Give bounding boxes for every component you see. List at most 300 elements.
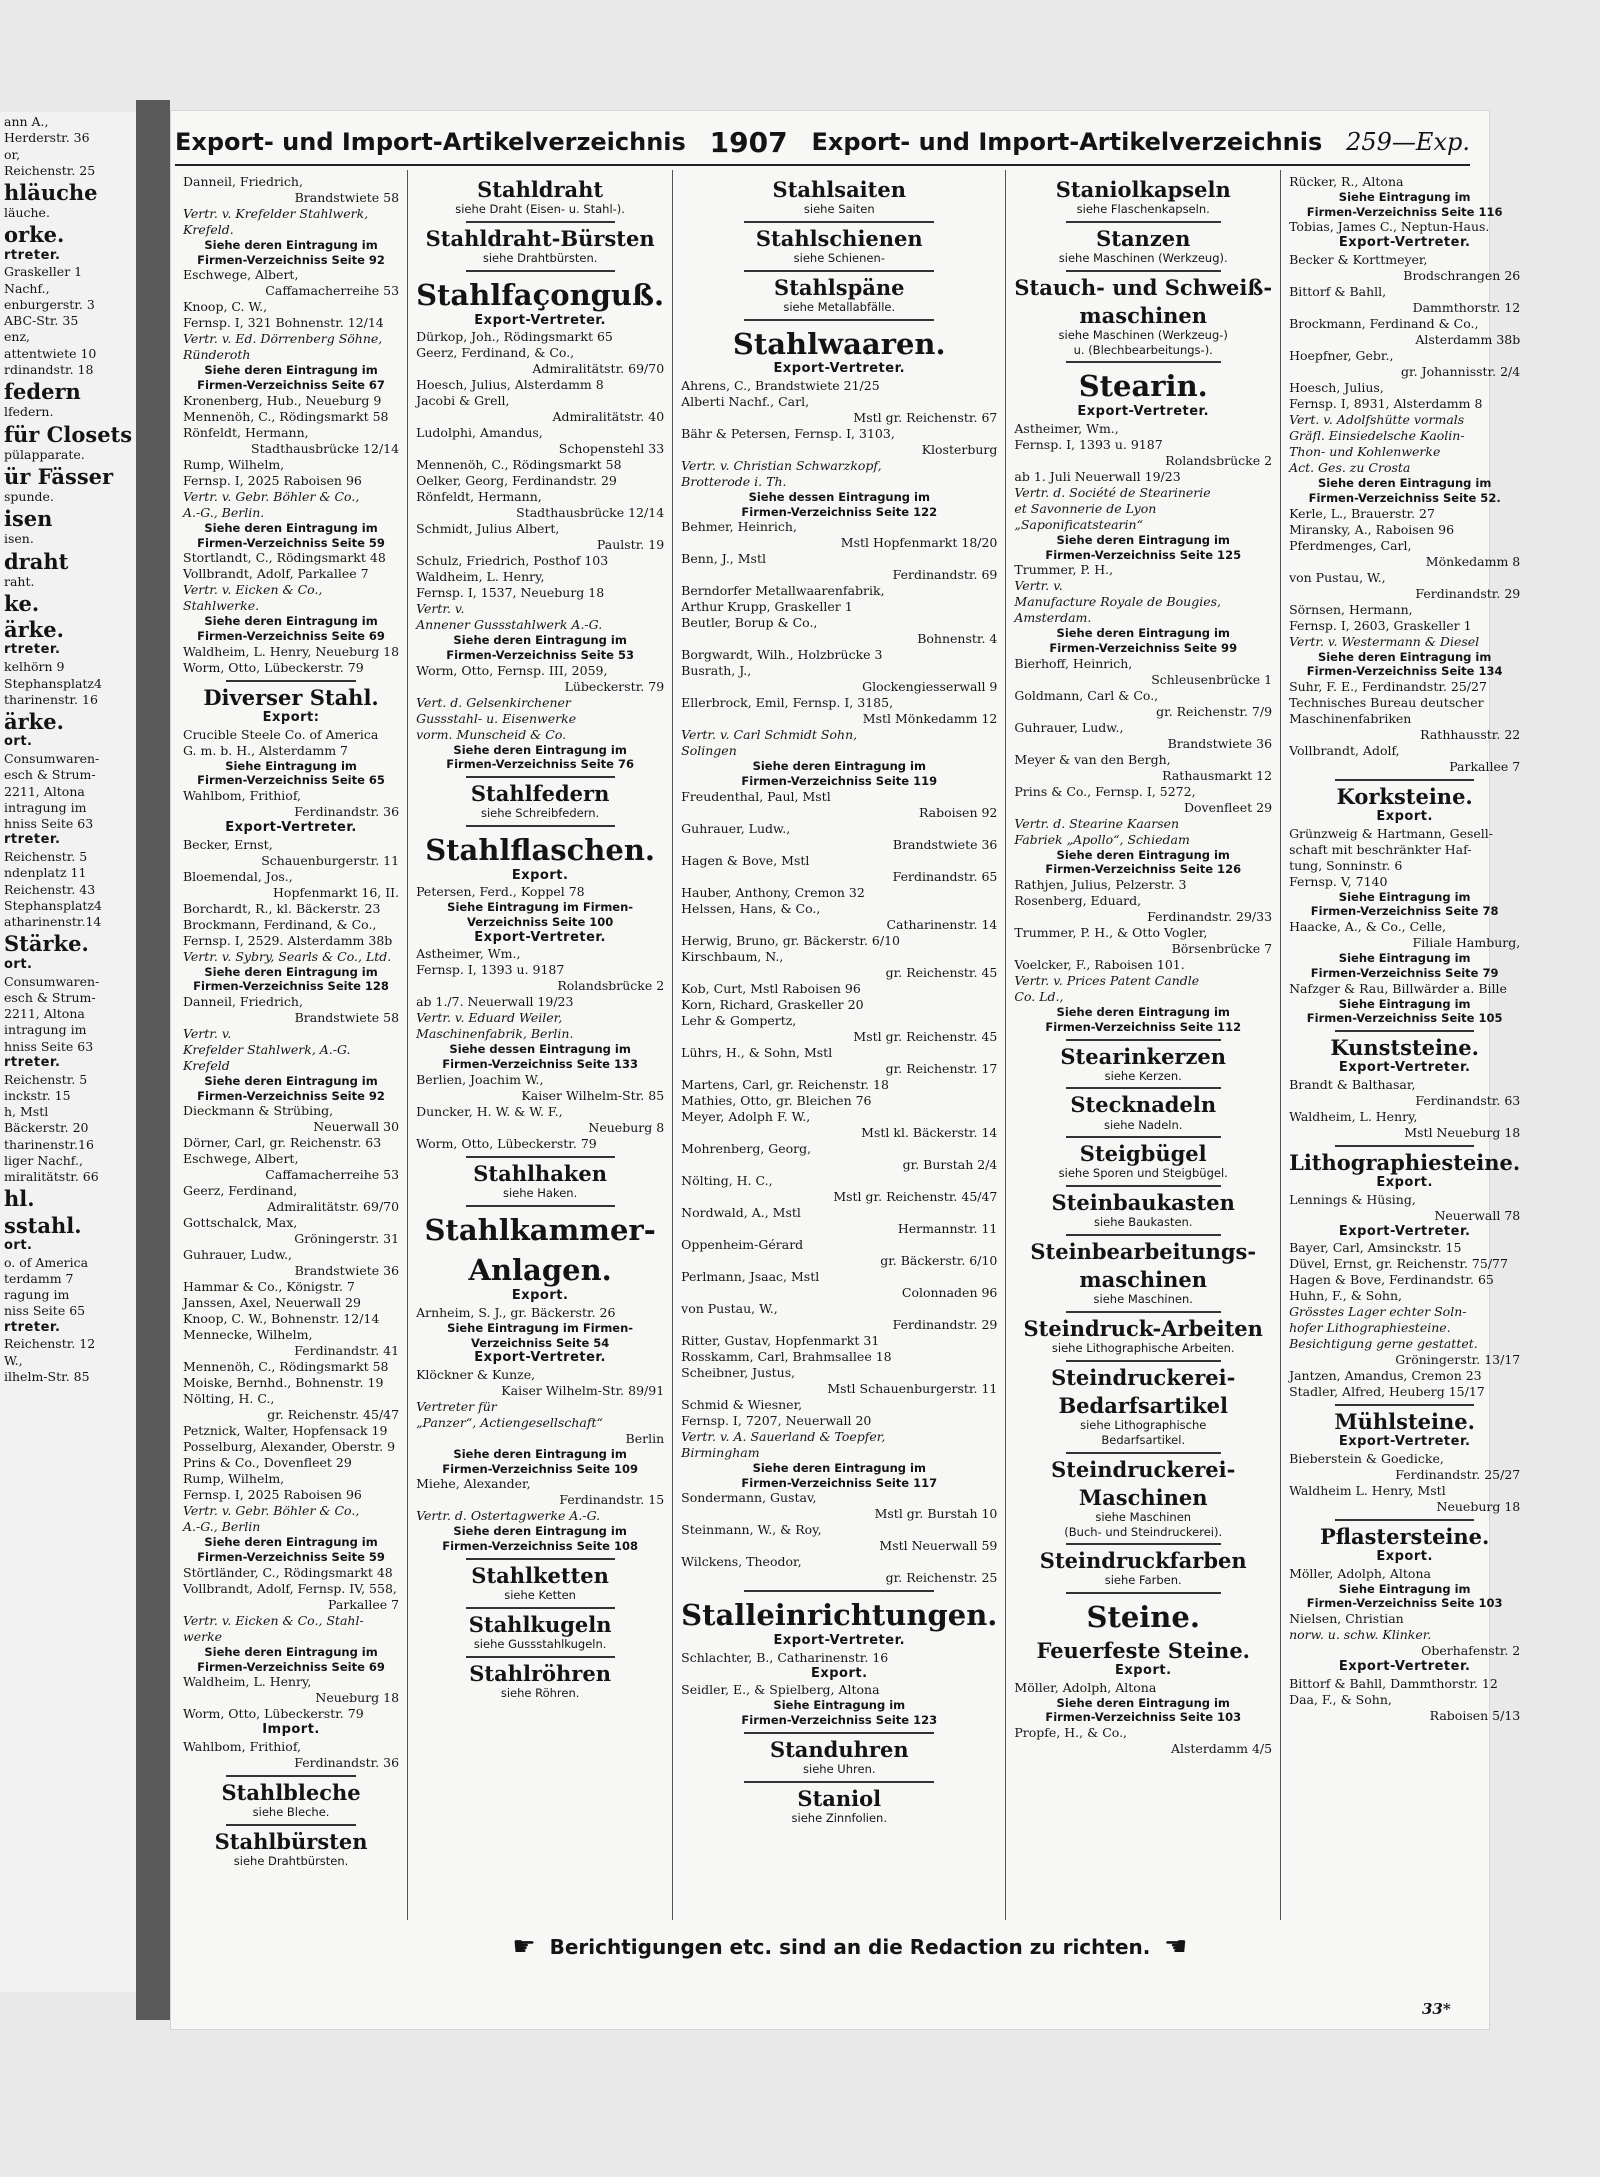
entry-reference: Firmen-Verzeichniss Seite 67 — [197, 378, 385, 393]
section-label: rtreter. — [4, 1319, 61, 1335]
entry-line: Ritter, Gustav, Hopfenmarkt 31 — [681, 1332, 880, 1348]
entry-line: Grünzweig & Hartmann, Gesell- — [1289, 825, 1493, 841]
category-heading: ärke. — [4, 617, 64, 643]
entry-line: Ellerbrock, Emil, Fernsp. I, 3185, — [681, 695, 894, 711]
category-heading: Stearin. — [1078, 369, 1208, 404]
entry-line: Trummer, P. H., — [1014, 562, 1114, 578]
entry-address: gr. Reichenstr. 17 — [885, 1060, 998, 1076]
entry-line: Bäckerstr. 20 — [4, 1120, 89, 1136]
entry-agency-note: Vertr. v. Gebr. Böhler & Co., — [183, 488, 360, 504]
section-label: Export-Vertreter. — [1338, 1223, 1471, 1239]
entry-reference: Siehe deren Eintragung im — [1056, 847, 1230, 862]
entry-line: ndenplatz 11 — [4, 865, 87, 881]
column-1 — [175, 170, 407, 1920]
entry-agency-note: Brotterode i. Th. — [681, 474, 787, 489]
pointing-hand-icon: ☛ — [512, 1932, 536, 1962]
entry-line: Beutler, Borup & Co., — [681, 615, 818, 631]
entry-agency-note: Vertr. v. — [183, 1026, 232, 1042]
entry-line: Fernsp. I, 2025 Raboisen 96 — [183, 472, 362, 488]
entry-line: Mathies, Otto, gr. Bleichen 76 — [681, 1092, 872, 1108]
entry-line: Moiske, Bernhd., Bohnenstr. 19 — [183, 1375, 384, 1391]
entry-agency-note: Vertr. v. Eicken & Co., — [183, 582, 323, 598]
cross-reference: siehe Draht (Eisen- u. Stahl-). — [455, 202, 625, 217]
entry-agency-note: hofer Lithographiesteine. — [1289, 1320, 1451, 1336]
entry-reference: Siehe deren Eintragung im — [204, 964, 378, 979]
category-heading: Steinbearbeitungs- — [1030, 1239, 1257, 1265]
category-heading: Steindruckerei- — [1051, 1456, 1236, 1482]
cross-reference: siehe Lithographische — [1080, 1418, 1207, 1433]
header-right-title: Export- und Import-Artikelverzeichnis — [811, 128, 1323, 156]
entry-line: Worm, Otto, Fernsp. III, 2059, — [416, 662, 608, 678]
entry-line: Borgwardt, Wilh., Holzbrücke 3 — [681, 647, 883, 663]
entry-line: Lennings & Hüsing, — [1289, 1191, 1416, 1207]
entry-address: Rathausmarkt 12 — [1162, 767, 1273, 783]
entry-reference: Siehe deren Eintragung im — [453, 633, 627, 648]
entry-line: Fernsp. I, 321 Bohnenstr. 12/14 — [183, 315, 384, 331]
category-heading: Steinbaukasten — [1051, 1190, 1235, 1216]
entry-address: gr. Bäckerstr. 6/10 — [880, 1252, 998, 1268]
entry-line: Behmer, Heinrich, — [681, 519, 797, 535]
entry-line: Rönfeldt, Hermann, — [416, 489, 542, 505]
entry-line: Dieckmann & Strübing, — [183, 1103, 334, 1119]
entry-reference: Siehe deren Eintragung im — [453, 1446, 627, 1461]
entry-reference: Firmen-Verzeichniss Seite 78 — [1310, 904, 1499, 919]
divider — [1066, 1234, 1221, 1236]
entry-line: Stephansplatz4 — [4, 675, 102, 691]
entry-line: Vollbrandt, Adolf, Fernsp. IV, 558, — [183, 1580, 397, 1596]
entry-reference: Firmen-Verzeichniss Seite 52. — [1308, 490, 1501, 505]
entry-line: inckstr. 15 — [4, 1087, 71, 1103]
cross-reference: siehe Gussstahlkugeln. — [473, 1636, 607, 1651]
entry-reference: Firmen-Verzeichniss Seite 122 — [741, 504, 938, 519]
entry-reference: Siehe Eintragung im Firmen- — [447, 900, 634, 915]
entry-address: Rolandsbrücke 2 — [1165, 452, 1273, 468]
entry-reference: Firmen-Verzeichniss Seite 125 — [1045, 547, 1242, 562]
entry-line: Hauber, Anthony, Cremon 32 — [681, 884, 865, 900]
entry-line: Schmidt, Julius Albert, — [416, 521, 560, 537]
entry-address: Schauenburgerstr. 11 — [261, 852, 400, 868]
entry-reference: Firmen-Verzeichniss Seite 128 — [193, 979, 389, 994]
section-label: Export-Vertreter. — [773, 361, 906, 377]
entry-line: tung, Sonninstr. 6 — [1289, 857, 1403, 873]
cross-reference: siehe Haken. — [502, 1185, 578, 1200]
entry-line: von Pustau, W., — [681, 1300, 778, 1316]
divider — [226, 1824, 356, 1826]
entry-line: Martens, Carl, gr. Reichenstr. 18 — [681, 1076, 889, 1092]
entry-line: Wahlbom, Frithiof, — [183, 787, 301, 803]
entry-reference: Siehe deren Eintragung im — [752, 759, 926, 774]
divider — [1066, 1360, 1221, 1362]
entry-line: Goldmann, Carl & Co., — [1014, 687, 1159, 703]
category-heading: Stecknadeln — [1070, 1092, 1217, 1118]
entry-line: Mennenöh, C., Rödingsmarkt 58 — [183, 408, 389, 424]
entry-line: Reichenstr. 25 — [4, 162, 96, 178]
category-heading: Stahlketten — [471, 1562, 609, 1588]
category-heading: Stahlfaçonguß. — [416, 277, 665, 312]
entry-address: gr. Reichenstr. 45/47 — [267, 1407, 400, 1423]
entry-line: Worm, Otto, Lübeckerstr. 79 — [183, 659, 364, 675]
column-4 — [1005, 170, 1280, 1920]
entry-line: Miransky, A., Raboisen 96 — [1289, 521, 1455, 537]
divider — [466, 1656, 615, 1658]
entry-agency-note: Vertr. v. Westermann & Diesel — [1289, 633, 1480, 649]
entry-line: Eschwege, Albert, — [183, 1151, 299, 1167]
entry-reference: Firmen-Verzeichniss Seite 92 — [197, 252, 385, 267]
entry-line: Hammar & Co., Königstr. 7 — [183, 1279, 355, 1295]
column-2 — [407, 170, 672, 1920]
entry-line: Klöckner & Kunze, — [416, 1366, 536, 1382]
entry-reference: Firmen-Verzeichniss Seite 92 — [197, 1088, 385, 1103]
entry-line: Seidler, E., & Spielberg, Altona — [681, 1682, 880, 1698]
entry-agency-note: Vertr. v. Sybry, Searls & Co., Ltd. — [183, 948, 392, 964]
category-heading: Lithographiesteine. — [1289, 1149, 1521, 1175]
divider — [1066, 1087, 1221, 1089]
entry-address: Ferdinandstr. 15 — [559, 1492, 665, 1508]
entry-reference: Siehe deren Eintragung im — [1056, 532, 1230, 547]
entry-address: gr. Reichenstr. 45 — [885, 964, 998, 980]
entry-line: Arthur Krupp, Graskeller 1 — [681, 599, 853, 615]
section-label: Export-Vertreter. — [225, 819, 357, 835]
entry-line: Lehr & Gompertz, — [681, 1012, 797, 1028]
entry-line: Bittorf & Bahll, — [1289, 284, 1387, 300]
entry-line: Prins & Co., Fernsp. I, 5272, — [1014, 783, 1196, 799]
entry-address: Admiralitätstr. 40 — [552, 409, 665, 425]
entry-line: pülapparate. — [4, 446, 85, 462]
entry-line: Rücker, R., Altona — [1289, 174, 1404, 189]
category-heading: Korksteine. — [1336, 783, 1473, 809]
entry-reference: Firmen-Verzeichniss Seite 103 — [1045, 1710, 1242, 1725]
cross-reference: siehe Maschinen. — [1093, 1292, 1193, 1307]
section-label: ort. — [4, 1237, 33, 1253]
entry-line: Prins & Co., Dovenfleet 29 — [183, 1455, 352, 1471]
entry-line: Waldheim, L. Henry, — [416, 569, 545, 585]
columns — [175, 170, 1521, 1920]
entry-line: Kob, Curt, Mstl Raboisen 96 — [681, 980, 861, 996]
entry-line: ABC-Str. 35 — [4, 313, 79, 329]
category-heading: ärke. — [4, 709, 64, 735]
entry-agency-note: Vertr. v. — [1014, 578, 1063, 594]
entry-agency-note: Vertr. d. Stearine Kaarsen — [1014, 815, 1180, 831]
entry-agency-note: Co. Ld., — [1014, 989, 1064, 1005]
page-number: 33* — [1422, 2000, 1451, 2018]
category-heading: Stahldraht — [477, 177, 604, 202]
entry-line: Steinmann, W., & Roy, — [681, 1522, 822, 1538]
entry-line: Möller, Adolph, Altona — [1289, 1565, 1431, 1581]
cross-reference: siehe Nadeln. — [1104, 1117, 1183, 1132]
divider — [1335, 1145, 1474, 1147]
entry-line: Rump, Wilhelm, — [183, 456, 285, 472]
entry-address: Mstl Neuerwall 59 — [879, 1538, 998, 1554]
entry-line: Jacobi & Grell, — [416, 393, 510, 409]
entry-line: miralitätstr. 66 — [4, 1169, 99, 1185]
entry-address: Admiralitätstr. 69/70 — [267, 1199, 400, 1215]
section-label: Export-Vertreter. — [773, 1633, 906, 1649]
entry-line: Worm, Otto, Lübeckerstr. 79 — [416, 1135, 597, 1151]
entry-reference: Siehe Eintragung im — [1338, 190, 1471, 204]
entry-line: Becker, Ernst, — [183, 836, 273, 852]
entry-address: Oberhafenstr. 2 — [1421, 1643, 1521, 1659]
cross-reference: siehe Röhren. — [500, 1685, 580, 1700]
section-label: rtreter. — [4, 1054, 61, 1070]
cross-reference: siehe Bleche. — [252, 1805, 330, 1820]
divider — [1066, 1311, 1221, 1313]
category-heading: Steine. — [1086, 1600, 1200, 1635]
entry-agency-note: Stahlwerke. — [183, 598, 260, 614]
entry-reference: Firmen-Verzeichniss Seite 69 — [197, 1659, 385, 1674]
entry-address: Alsterdamm 38b — [1415, 332, 1521, 348]
entry-address: gr. Reichenstr. 7/9 — [1156, 703, 1273, 719]
entry-address: Raboisen 92 — [918, 804, 998, 820]
divider — [1335, 1030, 1474, 1032]
entry-address: Neueburg 18 — [315, 1690, 400, 1706]
entry-line: Sörnsen, Hermann, — [1289, 601, 1413, 617]
category-heading: Pflastersteine. — [1319, 1523, 1490, 1549]
entry-reference: Firmen-Verzeichniss Seite 112 — [1045, 1019, 1242, 1034]
entry-agency-note: Act. Ges. zu Crosta — [1289, 460, 1411, 476]
entry-line: Fernsp. I, 7207, Neuerwall 20 — [681, 1412, 872, 1428]
entry-line: tharinenstr. 16 — [4, 691, 98, 707]
entry-line: Graskeller 1 — [4, 264, 83, 280]
entry-agency-note: Manufacture Royale de Bougies, — [1014, 594, 1221, 610]
entry-reference: Firmen-Verzeichniss Seite 59 — [197, 1550, 385, 1565]
entry-line: esch & Strum- — [4, 989, 96, 1005]
entry-line: Nölting, H. C., — [681, 1172, 773, 1188]
section-label: ort. — [4, 956, 33, 972]
entry-reference: Siehe deren Eintragung im — [1317, 476, 1492, 491]
section-label: Export. — [511, 1288, 569, 1304]
pointing-hand-icon: ☛ — [1164, 1932, 1188, 1962]
entry-line: o. of America — [4, 1254, 89, 1270]
entry-line: Bittorf & Bahll, Dammthorstr. 12 — [1289, 1675, 1498, 1691]
entry-address: Brandstwiete 36 — [294, 1263, 400, 1279]
category-heading: Stauch- und Schweiß- — [1014, 274, 1273, 300]
entry-line: Waldheim, L. Henry, Neueburg 18 — [183, 643, 400, 659]
entry-reference: Siehe deren Eintragung im — [204, 1535, 378, 1550]
entry-agency-note: norw. u. schw. Klinker. — [1289, 1627, 1432, 1643]
entry-address: Ferdinandstr. 29 — [1415, 585, 1521, 601]
entry-line: Hagen & Bove, Ferdinandstr. 65 — [1289, 1272, 1494, 1288]
entry-line: Worm, Otto, Lübeckerstr. 79 — [183, 1706, 364, 1722]
entry-line: Knoop, C. W., — [183, 299, 268, 315]
entry-line: enz, — [4, 329, 31, 345]
entry-agency-note: Vertr. v. Gebr. Böhler & Co., — [183, 1503, 360, 1519]
entry-agency-note: Vert. d. Gelsenkirchener — [416, 694, 571, 710]
entry-line: Danneil, Friedrich, — [183, 994, 303, 1010]
entry-line: Fernsp. I, 2603, Graskeller 1 — [1289, 617, 1472, 633]
divider — [1066, 1185, 1221, 1187]
divider — [466, 221, 615, 223]
entry-line: Nölting, H. C., — [183, 1391, 275, 1407]
entry-line: Miehe, Alexander, — [416, 1476, 531, 1492]
divider — [466, 825, 615, 827]
entry-reference: Firmen-Verzeichniss Seite 116 — [1306, 204, 1503, 219]
entry-address: Mstl Schauenburgerstr. 11 — [827, 1380, 998, 1396]
section-label: Export. — [1376, 1174, 1433, 1190]
category-heading: Stahldraht-Bürsten — [425, 225, 655, 251]
entry-line: Nafzger & Rau, Billwärder a. Bille — [1289, 980, 1507, 996]
entry-agency-note: Birmingham — [681, 1444, 760, 1460]
entry-agency-note: Vertr. d. Ostertagwerke A.-G. — [416, 1508, 601, 1524]
entry-line: Crucible Steele Co. of America — [183, 726, 379, 742]
entry-reference: Siehe deren Eintragung im — [453, 1524, 627, 1539]
entry-address: Ferdinandstr. 29/33 — [1147, 909, 1273, 925]
entry-agency-note: Krefeld. — [183, 222, 234, 237]
entry-agency-note: Vert. v. Adolfshütte vormals — [1289, 412, 1465, 428]
entry-line: Propfe, H., & Co., — [1014, 1725, 1128, 1741]
entry-reference: Siehe Eintragung im — [773, 1698, 906, 1713]
entry-address: Mönkedamm 8 — [1425, 553, 1521, 569]
category-heading: Bedarfsartikel — [1058, 1393, 1228, 1419]
entry-line: Brockmann, Ferdinand & Co., — [1289, 316, 1479, 332]
footer-text: Berichtigungen etc. sind an die Redaction zu richten. — [549, 1935, 1151, 1959]
cross-reference: siehe Baukasten. — [1093, 1215, 1193, 1230]
entry-line: Hoesch, Julius, — [1289, 380, 1384, 396]
category-heading: Stahlbleche — [221, 1779, 361, 1805]
entry-line: Störtländer, C., Rödingsmarkt 48 — [183, 1564, 393, 1580]
entry-address: Raboisen 5/13 — [1429, 1707, 1521, 1723]
entry-address: Brodschrangen 26 — [1403, 268, 1521, 284]
entry-address: Gröningerstr. 13/17 — [1395, 1352, 1521, 1368]
entry-agency-note: Maschinenfabrik, Berlin. — [416, 1026, 574, 1042]
entry-line: Maschinenfabriken — [1289, 710, 1412, 726]
entry-line: Mennecke, Wilhelm, — [183, 1327, 313, 1343]
entry-line: Astheimer, Wm., — [1014, 420, 1119, 436]
footer-notice — [420, 1932, 1280, 1962]
entry-line: Dürkop, Joh., Rödingsmarkt 65 — [416, 329, 613, 345]
entry-line: schaft mit beschränkter Haf- — [1289, 841, 1472, 857]
category-heading: Stahlbürsten — [214, 1828, 368, 1854]
entry-line: 2211, Altona — [4, 783, 85, 799]
entry-line: Eschwege, Albert, — [183, 267, 299, 283]
section-label: Export-Vertreter. — [1338, 1434, 1471, 1450]
entry-agency-note: A.-G., Berlin — [183, 1519, 261, 1535]
entry-address: Brandstwiete 36 — [1167, 735, 1273, 751]
category-heading: Stahlschienen — [755, 225, 923, 251]
entry-reference: Siehe deren Eintragung im — [204, 614, 378, 629]
entry-address: Schleusenbrücke 1 — [1151, 671, 1273, 687]
entry-line: ragung im — [4, 1287, 70, 1303]
entry-line: Berndorfer Metallwaarenfabrik, — [681, 583, 885, 599]
category-heading: isen — [4, 506, 53, 532]
entry-line: hniss Seite 63 — [4, 1038, 94, 1054]
entry-address: Ferdinandstr. 69 — [892, 567, 998, 583]
entry-line: Ahrens, C., Brandstwiete 21/25 — [681, 378, 880, 393]
section-label: Export-Vertreter. — [1338, 1659, 1471, 1675]
entry-address: gr. Burstah 2/4 — [902, 1156, 998, 1172]
entry-address: Neuerwall 30 — [313, 1119, 400, 1135]
entry-reference: Firmen-Verzeichniss Seite 133 — [442, 1057, 638, 1072]
entry-reference: Firmen-Verzeichniss Seite 76 — [446, 757, 634, 772]
entry-address: Ferdinandstr. 29 — [892, 1316, 998, 1332]
category-heading: ür Fässer — [4, 463, 114, 489]
cross-reference: siehe Maschinen (Werkzeug). — [1058, 251, 1228, 265]
entry-address: Berlin — [625, 1430, 665, 1446]
entry-reference: Siehe deren Eintragung im — [453, 742, 627, 757]
entry-line: läuche. — [4, 205, 50, 221]
category-heading: Standuhren — [769, 1736, 909, 1762]
entry-reference: Siehe Eintragung im — [225, 758, 357, 773]
entry-line: Geerz, Ferdinand, & Co., — [416, 345, 575, 361]
section-label: ort. — [4, 734, 33, 750]
entry-line: Nielsen, Christian — [1289, 1611, 1404, 1627]
category-heading: Stanzen — [1096, 225, 1191, 251]
entry-line: enburgerstr. 3 — [4, 296, 95, 312]
entry-line: Waldheim, L. Henry, — [1289, 1108, 1418, 1124]
entry-address: Brandstwiete 36 — [892, 836, 998, 852]
entry-line: W., — [4, 1352, 23, 1368]
entry-line: Geerz, Ferdinand, — [183, 1183, 298, 1199]
entry-address: Ferdinandstr. 63 — [1415, 1092, 1521, 1108]
entry-agency-note: Vertr. v. — [416, 601, 465, 617]
entry-line: ab 1. Juli Neuerwall 19/23 — [1014, 468, 1181, 484]
divider — [1066, 1592, 1221, 1594]
divider — [744, 270, 934, 272]
entry-agency-note: vorm. Munscheid & Co. — [416, 726, 567, 742]
entry-address: Ferdinandstr. 36 — [294, 1754, 400, 1770]
entry-line: Haacke, A., & Co., Celle, — [1289, 919, 1446, 935]
entry-line: Janssen, Axel, Neuerwall 29 — [183, 1295, 361, 1311]
entry-line: intragung im — [4, 1022, 87, 1038]
entry-address: Ferdinandstr. 36 — [294, 803, 400, 819]
entry-address: Parkallee 7 — [1449, 758, 1521, 774]
category-heading: Maschinen — [1078, 1484, 1208, 1510]
entry-line: Sondermann, Gustav, — [681, 1490, 817, 1506]
section-label: Export-Vertreter. — [1077, 404, 1210, 420]
entry-reference: Siehe deren Eintragung im — [1056, 1695, 1230, 1710]
entry-line: ilhelm-Str. 85 — [4, 1368, 90, 1384]
entry-line: Astheimer, Wm., — [416, 946, 521, 962]
cross-reference: siehe Maschinen — [1095, 1509, 1192, 1524]
entry-line: Petznick, Walter, Hopfensack 19 — [183, 1423, 388, 1439]
entry-address: Colonnaden 96 — [901, 1284, 998, 1300]
entry-address: Ferdinandstr. 65 — [892, 868, 998, 884]
entry-line: Reichenstr. 12 — [4, 1336, 96, 1352]
entry-reference: Firmen-Verzeichniss Seite 108 — [442, 1539, 638, 1554]
entry-line: Reichenstr. 5 — [4, 1071, 88, 1087]
entry-reference: Firmen-Verzeichniss Seite 134 — [1306, 664, 1503, 679]
entry-line: Meyer & van den Bergh, — [1014, 751, 1171, 767]
entry-reference: Firmen-Verzeichniss Seite 69 — [197, 629, 385, 644]
entry-line: Stephansplatz4 — [4, 897, 102, 913]
entry-agency-note: Gräfl. Einsiedelsche Kaolin- — [1289, 428, 1465, 444]
entry-line: Guhrauer, Ludw., — [681, 820, 791, 836]
cross-reference: siehe Saiten — [803, 202, 875, 217]
category-heading: maschinen — [1079, 302, 1208, 328]
entry-reference: Siehe Eintragung im — [1338, 1581, 1471, 1596]
entry-line: Brandt & Balthasar, — [1289, 1076, 1416, 1092]
entry-address: Neueburg 8 — [588, 1119, 665, 1135]
entry-line: Stortlandt, C., Rödingsmarkt 48 — [183, 550, 386, 566]
cross-reference: siehe Metallabfälle. — [783, 299, 896, 314]
entry-address: Stadthausbrücke 12/14 — [516, 505, 665, 521]
entry-line: Korn, Richard, Graskeller 20 — [681, 996, 864, 1012]
entry-line: hniss Seite 63 — [4, 816, 94, 832]
category-heading: Stahlröhren — [469, 1660, 611, 1686]
section-label: rtreter. — [4, 247, 61, 263]
cross-reference: siehe Ketten — [504, 1587, 576, 1602]
entry-reference: Siehe Eintragung im — [1338, 996, 1471, 1011]
cross-reference: u. (Blechbearbeitungs-). — [1073, 342, 1213, 357]
entry-line: Consumwaren- — [4, 973, 100, 989]
entry-agency-note: Vertreter für — [416, 1398, 497, 1414]
cross-reference: siehe Zinnfolien. — [791, 1810, 887, 1825]
entry-line: Brockmann, Ferdinand, & Co., — [183, 916, 377, 932]
category-heading: Stahlhaken — [473, 1160, 607, 1186]
entry-line: Kerle, L., Brauerstr. 27 — [1289, 505, 1435, 521]
entry-line: esch & Strum- — [4, 767, 96, 783]
cross-reference: siehe Drahtbürsten. — [482, 251, 598, 265]
divider — [466, 776, 615, 778]
